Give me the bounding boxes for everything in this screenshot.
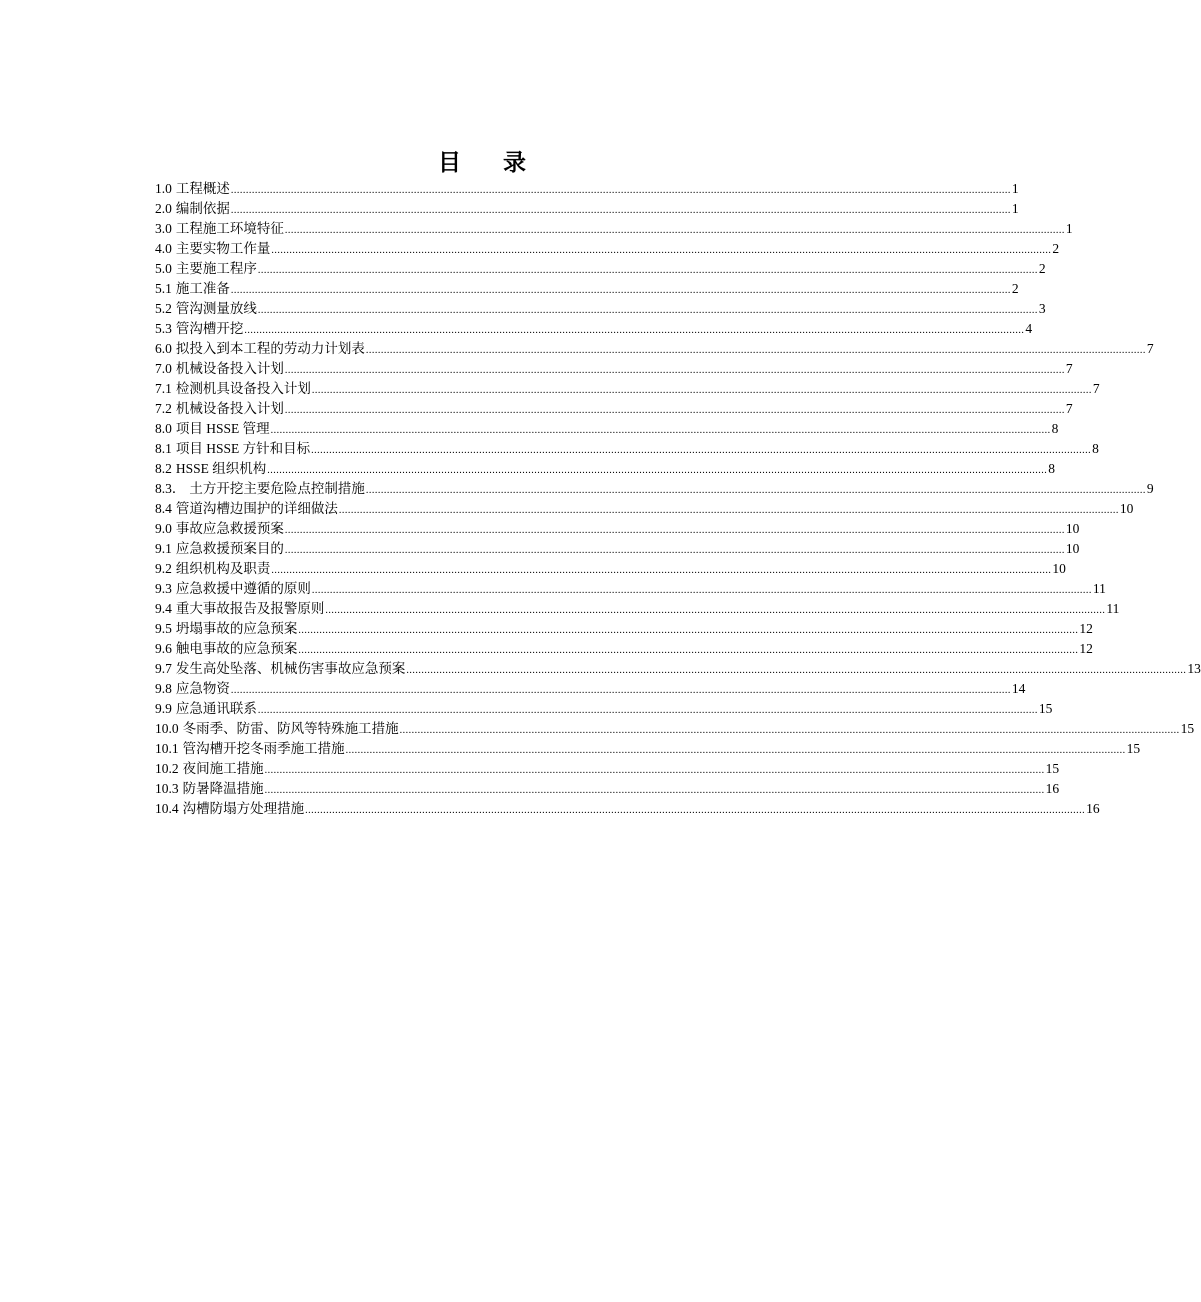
toc-title — [0, 146, 966, 180]
toc-entry-text: 管沟槽开挖冬雨季施工措施 — [182, 741, 345, 756]
toc-leader-dots: .................................................................................................................................................................................................................................................................... — [284, 365, 1065, 376]
toc-leader-dots: .................................................................................................................................................................................................................................................................... — [298, 625, 1079, 636]
toc-entry[interactable] — [155, 399, 1073, 419]
toc-entry-number: 8.4 — [155, 501, 172, 516]
toc-entry-text: 冬雨季、防雷、防风等特殊施工措施 — [182, 721, 399, 736]
toc-entry-label — [155, 759, 264, 779]
toc-entry-text: 沟槽防塌方处理措施 — [182, 801, 305, 816]
toc-entry-label — [155, 179, 230, 199]
toc-entry-text: 工程概述 — [175, 181, 230, 196]
toc-list — [155, 179, 1201, 819]
toc-page-number: 9 — [1146, 481, 1154, 496]
toc-page-number: 1 — [1065, 221, 1073, 236]
toc-entry-text: 主要实物工作量 — [175, 241, 271, 256]
toc-entry[interactable] — [155, 679, 1026, 699]
toc-entry[interactable] — [155, 799, 1100, 819]
toc-leader-dots: .................................................................................................................................................................................................................................................................... — [305, 805, 1086, 816]
toc-entry-text: 土方开挖主要危险点控制措施 — [189, 481, 365, 496]
toc-leader-dots: .................................................................................................................................................................................................................................................................... — [270, 425, 1051, 436]
toc-entry[interactable] — [155, 759, 1060, 779]
toc-page-number: 12 — [1079, 621, 1093, 636]
toc-entry[interactable] — [155, 539, 1080, 559]
toc-entry-number: 8.1 — [155, 441, 172, 456]
toc-page-number: 11 — [1106, 601, 1120, 616]
toc-page-number: 12 — [1079, 641, 1093, 656]
toc-page-number: 4 — [1025, 321, 1033, 336]
toc-entry-text: 应急通讯联系 — [175, 701, 257, 716]
toc-entry-text: 发生高处坠落、机械伤害事故应急预案 — [175, 661, 406, 676]
toc-entry[interactable] — [155, 479, 1154, 499]
toc-entry-text: 重大事故报告及报警原则 — [175, 601, 325, 616]
toc-page-number: 2 — [1011, 281, 1019, 296]
toc-entry-label — [155, 779, 264, 799]
toc-entry-number: 10.0 — [155, 721, 179, 736]
toc-page-number: 15 — [1038, 701, 1053, 716]
toc-entry-text: 组织机构及职责 — [175, 561, 271, 576]
toc-page-number: 14 — [1011, 681, 1026, 696]
toc-entry-label — [155, 639, 297, 659]
toc-leader-dots: .................................................................................................................................................................................................................................................................... — [264, 765, 1045, 776]
toc-leader-dots: .................................................................................................................................................................................................................................................................... — [338, 505, 1119, 516]
toc-entry-text: 主要施工程序 — [175, 261, 257, 276]
toc-entry-number: 8.0 — [155, 421, 172, 436]
toc-leader-dots: .................................................................................................................................................................................................................................................................... — [284, 525, 1065, 536]
toc-leader-dots: .................................................................................................................................................................................................................................................................... — [399, 725, 1180, 736]
toc-title-right: 录 — [503, 150, 528, 175]
toc-entry-text: 机械设备投入计划 — [175, 361, 284, 376]
toc-entry-label — [155, 519, 284, 539]
toc-page-number: 16 — [1086, 801, 1100, 816]
toc-entry-label — [155, 259, 257, 279]
toc-page-number: 8 — [1092, 441, 1099, 456]
toc-entry[interactable] — [155, 379, 1100, 399]
toc-entry-text: 事故应急救援预案 — [175, 521, 284, 536]
toc-entry-number: 5.3 — [155, 321, 172, 336]
toc-leader-dots: .................................................................................................................................................................................................................................................................... — [298, 645, 1079, 656]
toc-entry-label — [155, 799, 304, 819]
toc-entry-number: 10.4 — [155, 801, 179, 816]
toc-entry-label — [155, 499, 338, 519]
toc-leader-dots: .................................................................................................................................................................................................................................................................... — [365, 485, 1146, 496]
toc-entry[interactable] — [155, 339, 1154, 359]
toc-entry-text: 施工准备 — [175, 281, 230, 296]
toc-entry-label — [155, 719, 399, 739]
toc-entry-number: 2.0 — [155, 201, 172, 216]
toc-entry-label — [155, 219, 284, 239]
toc-entry[interactable] — [155, 419, 1059, 439]
toc-page-number: 2 — [1052, 241, 1060, 256]
toc-entry[interactable] — [155, 739, 1141, 759]
toc-leader-dots: .................................................................................................................................................................................................................................................................... — [325, 605, 1106, 616]
toc-entry-text: 管沟槽开挖 — [175, 321, 244, 336]
toc-entry-number: 9.8 — [155, 681, 172, 696]
toc-leader-dots: .................................................................................................................................................................................................................................................................... — [267, 465, 1048, 476]
toc-entry[interactable] — [155, 639, 1093, 659]
toc-entry[interactable] — [155, 579, 1106, 599]
toc-entry-text: 应急救援中遵循的原则 — [175, 581, 311, 596]
toc-entry-label — [155, 679, 230, 699]
toc-entry-number: 7.2 — [155, 401, 172, 416]
toc-entry-label — [155, 739, 345, 759]
toc-entry-text: 防暑降温措施 — [182, 781, 264, 796]
toc-page-number: 15 — [1126, 741, 1141, 756]
toc-page-number: 15 — [1180, 721, 1195, 736]
toc-entry[interactable] — [155, 279, 1019, 299]
toc-page-number: 8 — [1048, 461, 1056, 476]
toc-page-number: 8 — [1051, 421, 1059, 436]
toc-entry[interactable] — [155, 319, 1033, 339]
toc-leader-dots: .................................................................................................................................................................................................................................................................... — [311, 445, 1092, 456]
toc-entry-label — [155, 699, 257, 719]
toc-entry-label — [155, 479, 365, 499]
toc-entry[interactable] — [155, 179, 1019, 199]
toc-entry-label — [155, 619, 297, 639]
toc-entry-label — [155, 319, 243, 339]
toc-entry[interactable] — [155, 259, 1046, 279]
toc-entry-text: HSSE 组织机构 — [175, 461, 267, 476]
toc-page-number: 7 — [1146, 341, 1154, 356]
toc-leader-dots: .................................................................................................................................................................................................................................................................... — [230, 685, 1011, 696]
toc-entry-text: 夜间施工措施 — [182, 761, 264, 776]
toc-entry-text: 项目 HSSE 管理 — [175, 421, 270, 436]
toc-entry[interactable] — [155, 499, 1134, 519]
toc-page-number: 16 — [1045, 781, 1060, 796]
toc-entry-label — [155, 399, 284, 419]
toc-page-number: 1 — [1011, 201, 1019, 216]
toc-leader-dots: .................................................................................................................................................................................................................................................................... — [365, 345, 1146, 356]
toc-entry-label — [155, 359, 284, 379]
toc-entry-label — [155, 539, 284, 559]
toc-entry-label — [155, 559, 270, 579]
toc-page-number: 7 — [1065, 401, 1073, 416]
toc-leader-dots: .................................................................................................................................................................................................................................................................... — [257, 705, 1038, 716]
toc-entry-number: 10.3 — [155, 781, 179, 796]
toc-entry[interactable] — [155, 219, 1073, 239]
toc-entry-text: 应急救援预案目的 — [175, 541, 284, 556]
toc-entry-label — [155, 419, 270, 439]
toc-entry-label — [155, 379, 311, 399]
toc-entry-text: 坍塌事故的应急预案 — [175, 621, 298, 636]
toc-entry-number: 7.0 — [155, 361, 172, 376]
toc-entry[interactable] — [155, 519, 1080, 539]
toc-entry-number: 5.1 — [155, 281, 172, 296]
toc-page-number: 7 — [1065, 361, 1073, 376]
toc-entry-text: 机械设备投入计划 — [175, 401, 284, 416]
toc-entry-text: 工程施工环境特征 — [175, 221, 284, 236]
toc-page-number: 1 — [1011, 181, 1019, 196]
toc-entry-number: 10.2 — [155, 761, 179, 776]
toc-entry-number: 3.0 — [155, 221, 172, 236]
toc-entry-text: 检测机具设备投入计划 — [175, 381, 311, 396]
toc-entry-number: 1.0 — [155, 181, 172, 196]
toc-entry-number: 9.7 — [155, 661, 172, 676]
toc-entry-number: 4.0 — [155, 241, 172, 256]
toc-leader-dots: .................................................................................................................................................................................................................................................................... — [271, 565, 1052, 576]
toc-entry-number: 9.1 — [155, 541, 172, 556]
toc-entry-label — [155, 299, 257, 319]
toc-page-number: 3 — [1038, 301, 1046, 316]
toc-entry[interactable] — [155, 439, 1099, 459]
toc-leader-dots: .................................................................................................................................................................................................................................................................... — [230, 185, 1011, 196]
toc-page-number: 7 — [1092, 381, 1100, 396]
toc-leader-dots: .................................................................................................................................................................................................................................................................... — [264, 785, 1045, 796]
toc-leader-dots: .................................................................................................................................................................................................................................................................... — [230, 285, 1011, 296]
toc-page-number: 2 — [1038, 261, 1046, 276]
toc-entry[interactable] — [155, 239, 1060, 259]
toc-page-number: 10 — [1052, 561, 1066, 576]
toc-leader-dots: .................................................................................................................................................................................................................................................................... — [311, 585, 1092, 596]
toc-entry-number: 5.2 — [155, 301, 172, 316]
toc-entry-text: 拟投入到本工程的劳动力计划表 — [175, 341, 365, 356]
toc-entry-label — [155, 459, 266, 479]
toc-leader-dots: .................................................................................................................................................................................................................................................................... — [345, 745, 1126, 756]
toc-entry-label — [155, 199, 230, 219]
toc-entry-number: 5.0 — [155, 261, 172, 276]
toc-entry-label — [155, 439, 310, 459]
toc-page-number: 11 — [1092, 581, 1106, 596]
toc-entry[interactable] — [155, 459, 1056, 479]
toc-entry-number: 9.4 — [155, 601, 172, 616]
toc-entry[interactable] — [155, 599, 1120, 619]
toc-page-number: 10 — [1119, 501, 1134, 516]
toc-entry-text: 编制依据 — [175, 201, 230, 216]
toc-title-left: 目 — [438, 150, 463, 175]
toc-leader-dots: .................................................................................................................................................................................................................................................................... — [406, 665, 1187, 676]
toc-entry[interactable] — [155, 659, 1201, 679]
toc-leader-dots: .................................................................................................................................................................................................................................................................... — [284, 405, 1065, 416]
toc-entry[interactable] — [155, 779, 1060, 799]
toc-entry-number: 9.2 — [155, 561, 172, 576]
toc-entry-number: 9.6 — [155, 641, 172, 656]
toc-entry[interactable] — [155, 199, 1019, 219]
toc-entry-text: 管道沟槽边围护的详细做法 — [175, 501, 338, 516]
toc-entry-label — [155, 659, 405, 679]
toc-entry-number: 9.3 — [155, 581, 172, 596]
toc-entry[interactable] — [155, 359, 1073, 379]
toc-entry-number: 7.1 — [155, 381, 172, 396]
toc-entry-number: 8.3． — [155, 481, 186, 496]
toc-leader-dots: .................................................................................................................................................................................................................................................................... — [230, 205, 1011, 216]
toc-entry-text: 应急物资 — [175, 681, 230, 696]
toc-entry-label — [155, 239, 270, 259]
toc-entry[interactable] — [155, 699, 1053, 719]
toc-leader-dots: .................................................................................................................................................................................................................................................................... — [257, 265, 1038, 276]
toc-leader-dots: .................................................................................................................................................................................................................................................................... — [284, 545, 1065, 556]
toc-entry-number: 6.0 — [155, 341, 172, 356]
toc-entry-number: 8.2 — [155, 461, 172, 476]
toc-page-number: 15 — [1045, 761, 1060, 776]
toc-page-number: 13 — [1187, 661, 1201, 676]
toc-entry[interactable] — [155, 299, 1046, 319]
toc-entry-number: 9.5 — [155, 621, 172, 636]
toc-leader-dots: .................................................................................................................................................................................................................................................................... — [271, 245, 1052, 256]
toc-entry-label — [155, 599, 324, 619]
toc-entry-text: 管沟测量放线 — [175, 301, 257, 316]
toc-leader-dots: .................................................................................................................................................................................................................................................................... — [244, 325, 1025, 336]
toc-leader-dots: .................................................................................................................................................................................................................................................................... — [284, 225, 1065, 236]
toc-entry-label — [155, 339, 365, 359]
toc-entry-text: 触电事故的应急预案 — [175, 641, 298, 656]
toc-entry-label — [155, 579, 311, 599]
toc-entry[interactable] — [155, 559, 1066, 579]
toc-entry-number: 9.0 — [155, 521, 172, 536]
toc-page-number: 10 — [1065, 521, 1080, 536]
toc-leader-dots: .................................................................................................................................................................................................................................................................... — [311, 385, 1092, 396]
toc-entry[interactable] — [155, 619, 1093, 639]
toc-leader-dots: .................................................................................................................................................................................................................................................................... — [257, 305, 1038, 316]
toc-entry-label — [155, 279, 230, 299]
toc-entry-number: 9.9 — [155, 701, 172, 716]
toc-entry-number: 10.1 — [155, 741, 179, 756]
toc-entry-text: 项目 HSSE 方针和目标 — [175, 441, 311, 456]
toc-entry[interactable] — [155, 719, 1195, 739]
toc-page-number: 10 — [1065, 541, 1080, 556]
